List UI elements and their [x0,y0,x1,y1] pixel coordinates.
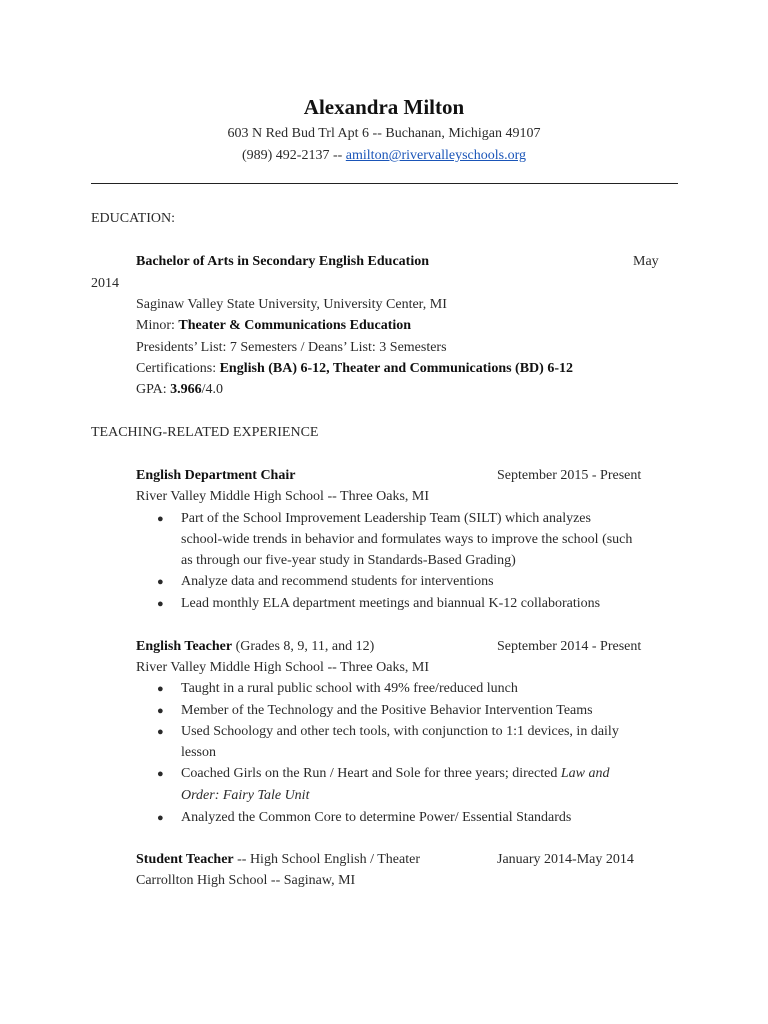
job-title: English Teacher (Grades 8, 9, 11, and 12) [136,639,375,654]
job-title: English Department Chair [136,468,296,483]
bullet-text: Analyzed the Common Core to determine Power/ Essential Standards [181,810,572,825]
phone-number: (989) 492-2137 -- [241,148,343,163]
bullet-icon: ● [157,705,164,717]
bullet-icon: ● [157,576,164,588]
job-organization: River Valley Middle High School -- Three Oaks, MI [136,489,430,504]
bullet-text: Used Schoology and other tech tools, with conjunction to 1:1 devices, in daily [181,724,619,739]
bullet-text: Member of the Technology and the Positive Behavior Intervention Teams [181,703,593,718]
resume-name: Alexandra Milton [303,95,465,119]
bullet-icon: ● [157,812,164,824]
header-divider [91,183,678,184]
bullet-text: Coached Girls on the Run / Heart and Sole for three years; directed Law and [181,766,610,781]
university: Saginaw Valley State University, University Center, MI [136,297,447,312]
bullet-text: Taught in a rural public school with 49% free/reduced lunch [181,681,518,696]
degree-title: Bachelor of Arts in Secondary English Education [136,254,430,269]
email-link[interactable]: amilton@rivervalleyschools.org [345,148,527,163]
bullet-text: lesson [181,745,216,760]
job-date: September 2015 - Present [497,468,642,483]
bullet-icon: ● [157,513,164,525]
bullet-icon: ● [157,683,164,695]
job-date: January 2014-May 2014 [497,852,634,867]
job-title: Student Teacher -- High School English / Theater [136,852,420,867]
address-line: 603 N Red Bud Trl Apt 6 -- Buchanan, Michigan 49107 [227,126,541,141]
gpa-line: GPA: 3.966/4.0 [136,382,224,397]
job-organization: Carrollton High School -- Saginaw, MI [136,873,356,888]
bullet-text: school-wide trends in behavior and formulates ways to improve the school (such [181,532,633,547]
certifications-line: Certifications: English (BA) 6-12, Theater and Communications (BD) 6-12 [136,361,573,376]
bullet-text: Part of the School Improvement Leadership Team (SILT) which analyzes [181,511,591,526]
degree-date-year: 2014 [91,276,119,291]
job-organization: River Valley Middle High School -- Three Oaks, MI [136,660,430,675]
bullet-text: Analyze data and recommend students for interventions [181,574,494,589]
bullet-icon: ● [157,598,164,610]
bullet-icon: ● [157,768,164,780]
degree-date-month: May [633,254,659,269]
bullet-icon: ● [157,726,164,738]
bullet-text: Lead monthly ELA department meetings and biannual K-12 collaborations [181,596,601,611]
job-date: September 2014 - Present [497,639,642,654]
contact-line [0,147,768,165]
honors-line: Presidents’ List: 7 Semesters / Deans’ List: 3 Semesters [136,340,447,355]
education-heading: EDUCATION: [91,211,175,226]
minor-line: Minor: Theater & Communications Education [136,318,412,333]
experience-heading: TEACHING-RELATED EXPERIENCE [91,425,319,440]
bullet-text: Order: Fairy Tale Unit [181,788,310,803]
bullet-text: as through our five-year study in Standards-Based Grading) [181,553,516,568]
